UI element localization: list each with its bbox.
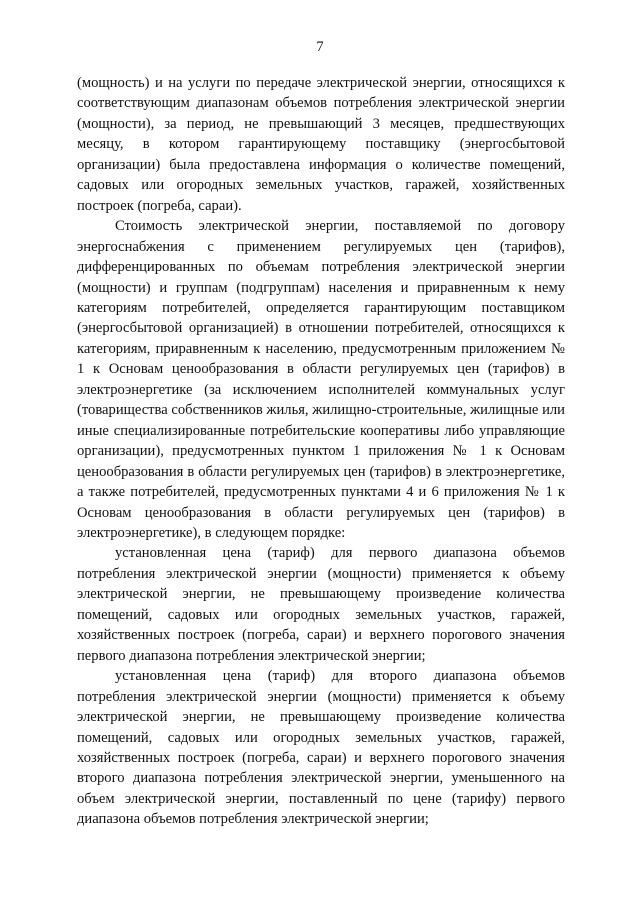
- paragraph-second-range: установленная цена (тариф) для второго диапазона объемов потребления электрической энергии (мощности) применяется к объему электрической энергии, не превышающему произведение количества помещений, садовых или огородных земельных участков, гаражей, хозяйственных построек (погреба, сараи) и верхнего порогового значения второго диапазона потребления электрической энергии, уменьшенного на объем электрической энергии, поставленный по цене (тарифу) первого диапазона объемов потребления электрической энергии;: [77, 668, 565, 828]
- paragraph-continuation: (мощность) и на услуги по передаче электрической энергии, относящихся к соответствующим диапазонам объемов потребления электрической энергии (мощности), за период, не превышающий 3 месяцев, предшествующих месяцу, в котором гарантирующему поставщику (энергосбытовой организации) была предоставлена информация о количестве помещений, садовых или огородных земельных участков, гаражей, хозяйственных построек (погреба, сараи).: [77, 75, 565, 214]
- document-body: [77, 73, 565, 830]
- paragraph-cost-determination: Стоимость электрической энергии, поставляемой по договору энергоснабжения с применением регулируемых цен (тарифов), дифференцированных по объемам потребления электрической энергии (мощности) и группам (подгруппам) населения и приравненным к нему категориям потребителей, определяется гарантирующим поставщиком (энергосбытовой организацией) в отношении потребителей, относящихся к категориям, приравненным к населению, предусмотренным приложением № 1 к Основам ценообразования в области регулируемых цен (тарифов) в электроэнергетике (за исключением исполнителей коммунальных услуг (товарищества собственников жилья, жилищно-строительные, жилищные или иные специализированные потребительские кооперативы либо управляющие организации), предусмотренных пунктом 1 приложения № 1 к Основам ценообразования в области регулируемых цен (тарифов) в электроэнергетике, а также потребителей, предусмотренных пунктами 4 и 6 приложения № 1 к Основам ценообразования в области регулируемых цен (тарифов) в электроэнергетике), в следующем порядке:: [77, 218, 565, 541]
- page-number: 7: [316, 39, 324, 55]
- paragraph-first-range: установленная цена (тариф) для первого диапазона объемов потребления электрической энергии (мощности) применяется к объему электрической энергии, не превышающему произведение количества помещений, садовых или огородных земельных участков, гаражей, хозяйственных построек (погреба, сараи) и верхнего порогового значения первого диапазона потребления электрической энергии;: [77, 545, 565, 664]
